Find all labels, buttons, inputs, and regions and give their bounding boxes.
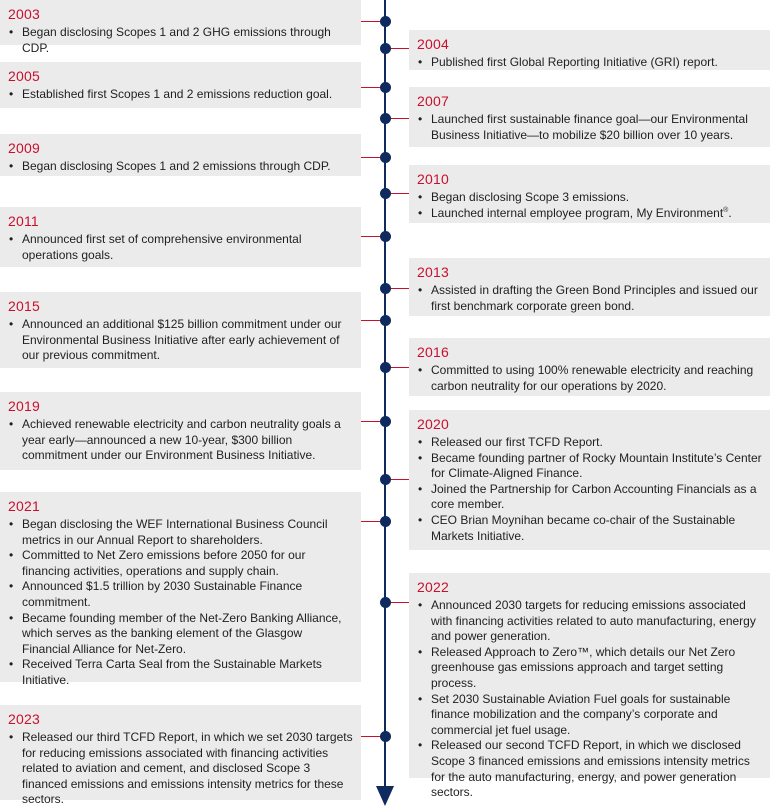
milestone-2009 — [0, 134, 361, 176]
timeline-dot-icon — [380, 231, 391, 242]
milestone-year: 2004 — [417, 36, 449, 52]
timeline-dot-icon — [380, 43, 391, 54]
milestone-list — [8, 159, 353, 175]
timeline-dot-icon — [380, 188, 391, 199]
milestone-list — [417, 112, 762, 143]
timeline-dot-icon — [380, 416, 391, 427]
milestone-list — [8, 517, 353, 689]
milestone-item: • Released our third TCFD Report, in which we set 2030 targets for reducing emissions associated with financing activities related to aviation and cement, and disclosed Scope 3 financed emissions and emissions intensity metrics for these sectors. — [8, 730, 353, 808]
milestone-2007 — [409, 87, 770, 147]
timeline-dot-icon — [380, 315, 391, 326]
milestone-list — [8, 87, 353, 103]
milestone-2019 — [0, 392, 361, 470]
milestone-item: • Set 2030 Sustainable Aviation Fuel goals for sustainable finance mobilization and the company’s corporate and commercial jet fuel usage. — [417, 692, 762, 739]
milestone-year: 2016 — [417, 344, 449, 360]
timeline-dot-icon — [380, 731, 391, 742]
milestone-item: • Committed to using 100% renewable electricity and reaching carbon neutrality for our operations by 2020. — [417, 363, 762, 394]
timeline-dot-icon — [380, 16, 391, 27]
milestone-item: • Joined the Partnership for Carbon Accounting Financials as a core member. — [417, 482, 762, 513]
milestone-2011 — [0, 207, 361, 267]
milestone-year: 2020 — [417, 416, 449, 432]
timeline-arrow-icon — [376, 786, 394, 806]
milestone-year: 2013 — [417, 264, 449, 280]
milestone-item: • Established first Scopes 1 and 2 emissions reduction goal. — [8, 87, 353, 103]
milestone-item: • Received Terra Carta Seal from the Sustainable Markets Initiative. — [8, 657, 353, 688]
milestone-year: 2022 — [417, 579, 449, 595]
milestone-item: • Began disclosing Scope 3 emissions. — [417, 190, 762, 206]
milestone-item: • Released Approach to Zero™, which details our Net Zero greenhouse gas emissions approach and target setting process. — [417, 645, 762, 692]
milestone-list — [8, 417, 353, 464]
milestone-2020 — [409, 410, 770, 550]
milestone-list — [8, 25, 353, 56]
milestone-year: 2003 — [8, 6, 40, 22]
timeline-dot-icon — [380, 516, 391, 527]
milestone-2004 — [409, 30, 770, 70]
milestone-item: • Began disclosing the WEF International Business Council metrics in our Annual Report to shareholders. — [8, 517, 353, 548]
milestone-2016 — [409, 338, 770, 396]
timeline-dot-icon — [380, 113, 391, 124]
milestone-item: • Began disclosing Scopes 1 and 2 GHG emissions through CDP. — [8, 25, 353, 56]
milestone-list — [8, 232, 353, 263]
milestone-item-text: Launched internal employee program, My Environment — [431, 205, 724, 220]
milestone-item: • Released our first TCFD Report. — [417, 435, 762, 451]
milestone-year: 2021 — [8, 498, 40, 514]
milestone-year: 2023 — [8, 711, 40, 727]
milestone-2013 — [409, 258, 770, 316]
milestone-list — [8, 730, 353, 808]
milestone-year: 2009 — [8, 140, 40, 156]
milestone-item: • Launched first sustainable finance goal—our Environmental Business Initiative—to mobilize $20 billion over 10 years. — [417, 112, 762, 143]
milestone-2010 — [409, 165, 770, 223]
milestone-item: • Began disclosing Scopes 1 and 2 emissions through CDP. — [8, 159, 353, 175]
milestone-item: • Launched internal employee program, My Environment®. — [417, 206, 762, 222]
timeline-dot-icon — [380, 474, 391, 485]
milestone-item: • Released our second TCFD Report, in which we disclosed Scope 3 financed emissions and emissions intensity metrics for the auto manufacturing, energy, and power generation sectors. — [417, 738, 762, 800]
milestone-list — [417, 55, 762, 71]
timeline-dot-icon — [380, 362, 391, 373]
milestone-item: • Became founding member of the Net-Zero Banking Alliance, which serves as the banking element of the Glasgow Financial Alliance for Net-Zero. — [8, 611, 353, 658]
milestone-2003 — [0, 0, 361, 55]
milestone-item: • Published first Global Reporting Initiative (GRI) report. — [417, 55, 762, 71]
milestone-item: • Achieved renewable electricity and carbon neutrality goals a year early—announced a new 10-year, $300 billion commitment under our Environment Business Initiative. — [8, 417, 353, 464]
milestone-item: • Announced first set of comprehensive environmental operations goals. — [8, 232, 353, 263]
timeline-dot-icon — [380, 597, 391, 608]
milestone-list — [417, 435, 762, 544]
milestone-list — [417, 598, 762, 801]
milestone-item: • Announced 2030 targets for reducing emissions associated with financing activities related to auto manufacturing, energy and power generation. — [417, 598, 762, 645]
milestone-year: 2010 — [417, 171, 449, 187]
timeline-dot-icon — [380, 82, 391, 93]
milestone-2005 — [0, 62, 361, 108]
milestone-item: • Became founding partner of Rocky Mountain Institute’s Center for Climate-Aligned Finance. — [417, 451, 762, 482]
milestone-list — [8, 317, 353, 364]
timeline-dot-icon — [380, 152, 391, 163]
milestone-list — [417, 190, 762, 221]
milestone-list — [417, 283, 762, 314]
milestone-2022 — [409, 573, 770, 800]
milestone-year: 2005 — [8, 68, 40, 84]
milestone-item: • Committed to Net Zero emissions before 2050 for our financing activities, operations and supply chain. — [8, 548, 353, 579]
milestone-2021 — [0, 492, 361, 687]
milestone-item: • Announced $1.5 trillion by 2030 Sustainable Finance commitment. — [8, 579, 353, 610]
milestone-year: 2007 — [417, 93, 449, 109]
milestone-year: 2019 — [8, 398, 40, 414]
milestone-2023 — [0, 705, 361, 807]
milestone-item: • Assisted in drafting the Green Bond Principles and issued our first benchmark corporate green bond. — [417, 283, 762, 314]
milestone-2015 — [0, 292, 361, 368]
milestone-year: 2011 — [8, 213, 39, 229]
timeline-dot-icon — [380, 283, 391, 294]
registered-mark: ® — [723, 206, 729, 214]
milestone-list — [417, 363, 762, 394]
milestone-item: • CEO Brian Moynihan became co-chair of the Sustainable Markets Initiative. — [417, 513, 762, 544]
milestone-item: • Announced an additional $125 billion commitment under our Environmental Business Initiative after early achievement of our previous commitment. — [8, 317, 353, 364]
milestone-year: 2015 — [8, 298, 40, 314]
